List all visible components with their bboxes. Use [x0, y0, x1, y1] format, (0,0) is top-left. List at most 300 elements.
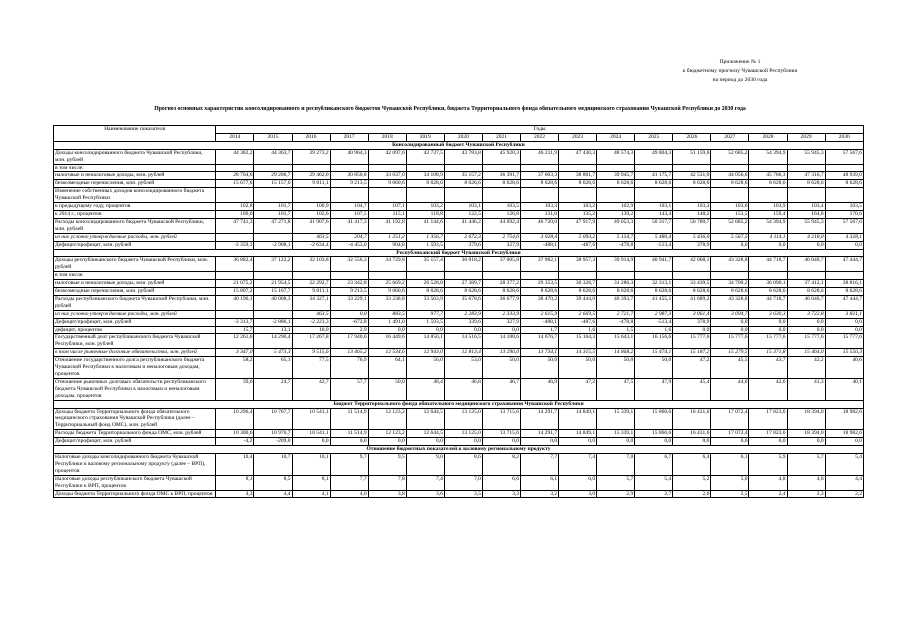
value-cell — [635, 188, 673, 203]
value-cell: 0,0 — [368, 438, 406, 446]
row-label: в том числе: — [54, 272, 216, 280]
value-cell: 8 628,6 — [825, 180, 863, 188]
value-cell: 8 628,6 — [406, 180, 444, 188]
value-cell: 8 628,6 — [559, 288, 597, 296]
value-cell: 0,0 — [749, 326, 787, 334]
row-label: безвозмездные перечисления, млн. рублей — [54, 180, 216, 188]
value-cell: 0,0 — [482, 326, 520, 334]
value-cell: 3 630,3 — [749, 310, 787, 318]
value-cell: 46 720,0 — [520, 218, 558, 233]
forecast-table — [53, 125, 864, 498]
value-cell: 4,8 — [749, 475, 787, 490]
value-cell: 39 945,7 — [597, 172, 635, 180]
value-cell: 378,9 — [673, 318, 711, 326]
value-cell: 463,5 — [292, 310, 330, 318]
value-cell: 17 823,6 — [749, 408, 787, 430]
value-cell: 35 157,4 — [406, 257, 444, 272]
value-cell: 21 075,2 — [216, 280, 254, 288]
value-cell: 17 267,8 — [292, 334, 330, 349]
value-cell: 25 669,2 — [368, 280, 406, 288]
value-cell: 6,0 — [559, 475, 597, 490]
value-cell: 15 556,3 — [825, 349, 863, 357]
value-cell: 15 860,6 — [635, 430, 673, 438]
value-cell: 2 754,6 — [482, 233, 520, 241]
value-cell: 115,1 — [368, 210, 406, 218]
value-cell — [254, 310, 292, 318]
value-cell: 36 677,9 — [482, 295, 520, 310]
value-cell: 9 213,5 — [330, 180, 368, 188]
value-cell: 44 056,6 — [711, 172, 749, 180]
value-cell: 327,9 — [482, 318, 520, 326]
value-cell: 0,0 — [597, 438, 635, 446]
value-cell: 0,0 — [787, 326, 825, 334]
value-cell: 104,7 — [330, 203, 368, 211]
value-cell: 10,7 — [254, 453, 292, 475]
section-heading: Республиканский бюджет Чувашской Республики — [54, 249, 864, 257]
value-cell — [749, 272, 787, 280]
value-cell: 15 167,7 — [254, 288, 292, 296]
value-cell: 164,8 — [787, 210, 825, 218]
value-cell: -3 359,1 — [216, 241, 254, 249]
value-cell: 34 327,1 — [292, 295, 330, 310]
header-year: 2020 — [444, 133, 482, 141]
table-row — [54, 149, 864, 164]
value-cell: 4,6 — [787, 475, 825, 490]
value-cell: 15 339,1 — [597, 408, 635, 430]
value-cell: 12 123,2 — [368, 430, 406, 438]
value-cell: 3 061,4 — [673, 310, 711, 318]
value-cell: 14 516,5 — [444, 334, 482, 349]
value-cell: 47 917,9 — [559, 218, 597, 233]
table-row — [54, 318, 864, 326]
value-cell — [673, 272, 711, 280]
value-cell: 65,1 — [254, 357, 292, 379]
value-cell: 103,5 — [482, 203, 520, 211]
value-cell — [711, 188, 749, 203]
value-cell: 17 072,4 — [711, 408, 749, 430]
value-cell: 4 218,0 — [787, 233, 825, 241]
value-cell: 50,0 — [635, 357, 673, 379]
value-cell — [406, 272, 444, 280]
value-cell: 9 811,1 — [292, 288, 330, 296]
value-cell: 39 444,0 — [559, 295, 597, 310]
table-row — [54, 188, 864, 203]
value-cell: 8,1 — [216, 475, 254, 490]
value-cell: 0,0 — [825, 438, 863, 446]
value-cell: 100,0 — [216, 210, 254, 218]
value-cell: 14 849,1 — [559, 408, 597, 430]
value-cell: 29 462,0 — [292, 172, 330, 180]
value-cell: 0,0 — [673, 326, 711, 334]
value-cell — [749, 164, 787, 172]
value-cell: 47 316,7 — [787, 172, 825, 180]
table-row — [54, 295, 864, 310]
table-row — [54, 326, 864, 334]
value-cell: 2,2 — [825, 490, 863, 498]
value-cell: 55 945,3 — [787, 149, 825, 164]
value-cell: 2,9 — [597, 490, 635, 498]
value-cell: 977,7 — [406, 310, 444, 318]
value-cell: 7,0 — [597, 453, 635, 475]
table-row — [54, 203, 864, 211]
row-label: из них условно утверждаемые расходы, млн. рублей — [54, 233, 216, 241]
value-cell: 30 328,7 — [559, 280, 597, 288]
value-cell: 49 804,3 — [635, 149, 673, 164]
row-label: к 2014 г., процентов — [54, 210, 216, 218]
value-cell: 41 907,6 — [292, 218, 330, 233]
value-cell: 9,5 — [368, 453, 406, 475]
value-cell: 378,9 — [673, 241, 711, 249]
value-cell: 77,5 — [292, 357, 330, 379]
value-cell: 16 449,6 — [368, 334, 406, 349]
value-cell: 48 574,3 — [597, 149, 635, 164]
value-cell: 42,7 — [292, 378, 330, 400]
value-cell: 100,9 — [292, 203, 330, 211]
row-label: дефицит, процентов — [54, 326, 216, 334]
row-label: Расходы бюджета Территориального фонда ОМС, млн. рублей — [54, 430, 216, 438]
value-cell: 76,9 — [330, 357, 368, 379]
value-cell: -4 453,0 — [330, 241, 368, 249]
value-cell: 0,0 — [559, 438, 597, 446]
value-cell: 0,0 — [368, 326, 406, 334]
value-cell: 13 125,0 — [444, 408, 482, 430]
row-label: Отношение рыночных долговых обязательств республиканского бюджета Чувашской Республики к налоговым и неналоговым доходам, процентов — [54, 378, 216, 400]
value-cell: 12 943,0 — [406, 349, 444, 357]
value-cell: 2 333,9 — [482, 310, 520, 318]
value-cell: 43 783,8 — [444, 149, 482, 164]
appendix-line-3: на период до 2030 года — [712, 77, 768, 83]
value-cell — [787, 272, 825, 280]
value-cell: 1 593,5 — [406, 318, 444, 326]
table-row — [54, 180, 864, 188]
value-cell: 33 439,5 — [673, 280, 711, 288]
value-cell: 47 430,3 — [559, 149, 597, 164]
value-cell: 47 444,7 — [825, 257, 863, 272]
value-cell: 13 296,0 — [482, 349, 520, 357]
table-row — [54, 172, 864, 180]
value-cell: 48,4 — [406, 378, 444, 400]
value-cell: 0,0 — [787, 241, 825, 249]
value-cell: 0,0 — [330, 438, 368, 446]
value-cell: 0,0 — [787, 318, 825, 326]
value-cell: 57,7 — [330, 378, 368, 400]
value-cell: 47,9 — [635, 378, 673, 400]
row-label: налоговые и неналоговые доходы, млн. рублей — [54, 172, 216, 180]
value-cell: 0,0 — [406, 438, 444, 446]
value-cell: 7,0 — [444, 475, 482, 490]
value-cell: 8 628,6 — [787, 180, 825, 188]
table-row — [54, 218, 864, 233]
value-cell: 3 347,0 — [216, 349, 254, 357]
value-cell: 50,0 — [520, 357, 558, 379]
value-cell: 37 005,8 — [482, 257, 520, 272]
value-cell: 7,4 — [406, 475, 444, 490]
value-cell: 52 685,2 — [711, 149, 749, 164]
row-label: Отношение государственного долга республиканского бюджета Чувашской Республики к налоговым и неналоговым доходам, процентов — [54, 357, 216, 379]
value-cell: 3,0 — [559, 490, 597, 498]
section-row — [54, 249, 864, 257]
value-cell: 36 090,1 — [749, 280, 787, 288]
header-year: 2024 — [597, 133, 635, 141]
value-cell: 7,7 — [330, 475, 368, 490]
header-year: 2030 — [825, 133, 863, 141]
value-cell: 0,0 — [292, 438, 330, 446]
value-cell: 8 628,6 — [673, 288, 711, 296]
value-cell: -2 634,4 — [292, 241, 330, 249]
value-cell: 139,2 — [597, 210, 635, 218]
value-cell: 101,7 — [254, 203, 292, 211]
header-year: 2014 — [216, 133, 254, 141]
value-cell: 0,0 — [711, 438, 749, 446]
value-cell — [254, 164, 292, 172]
value-cell: 0,0 — [749, 318, 787, 326]
table-row — [54, 475, 864, 490]
table-row — [54, 430, 864, 438]
value-cell: 0,0 — [749, 241, 787, 249]
value-cell: 29 353,5 — [520, 280, 558, 288]
value-cell: 42 068,1 — [673, 257, 711, 272]
value-cell: 8 626,6 — [444, 180, 482, 188]
value-cell: 8 628,6 — [406, 288, 444, 296]
value-cell: 45,4 — [673, 378, 711, 400]
value-cell: 15 643,1 — [597, 334, 635, 349]
value-cell: 12 644,5 — [406, 430, 444, 438]
value-cell: 16 431,6 — [673, 408, 711, 430]
row-label: из них условно утверждаемые расходы, млн. рублей — [54, 310, 216, 318]
value-cell: 0,0 — [825, 318, 863, 326]
appendix-note — [655, 58, 825, 85]
value-cell: 3,8 — [368, 490, 406, 498]
value-cell: 8 628,6 — [482, 288, 520, 296]
header-year: 2023 — [559, 133, 597, 141]
table-row — [54, 257, 864, 272]
value-cell: 54 394,9 — [749, 218, 787, 233]
value-cell: 153,5 — [711, 210, 749, 218]
row-label: Изменение собственных доходов консолидированного бюджета Чувашской Республики — [54, 188, 216, 203]
header-indicator-name: Наименование показателя — [54, 126, 216, 142]
row-label: в том числе: — [54, 164, 216, 172]
value-cell — [254, 233, 292, 241]
header-year: 2019 — [406, 133, 444, 141]
value-cell: 44 363,7 — [254, 149, 292, 164]
value-cell — [292, 164, 330, 172]
value-cell: -513,4 — [635, 241, 673, 249]
value-cell — [444, 164, 482, 172]
value-cell: 53,0 — [444, 357, 482, 379]
row-label: безвозмездные перечисления, млн. рублей — [54, 288, 216, 296]
value-cell: 1,6 — [635, 326, 673, 334]
value-cell: 5,9 — [749, 453, 787, 475]
value-cell: 40 008,3 — [254, 295, 292, 310]
value-cell: 50,0 — [482, 357, 520, 379]
value-cell: 8 628,6 — [635, 180, 673, 188]
value-cell: 4 114,1 — [749, 233, 787, 241]
value-cell: -2 886,1 — [254, 318, 292, 326]
table-row — [54, 164, 864, 172]
value-cell: 4,3 — [216, 490, 254, 498]
value-cell: 47,5 — [597, 378, 635, 400]
value-cell: 8 628,6 — [825, 288, 863, 296]
value-cell: 18 982,6 — [825, 408, 863, 430]
value-cell: 42 531,0 — [673, 172, 711, 180]
value-cell: 9,0 — [406, 453, 444, 475]
value-cell: 1 593,5 — [406, 241, 444, 249]
value-cell: 13 125,0 — [444, 430, 482, 438]
value-cell: 42,2 — [787, 357, 825, 379]
value-cell — [292, 188, 330, 203]
value-cell: 42 737,5 — [406, 149, 444, 164]
row-label: Расходы республиканского бюджета Чувашской Республики, млн. рублей — [54, 295, 216, 310]
value-cell: 8 628,6 — [749, 288, 787, 296]
value-cell — [406, 188, 444, 203]
value-cell: 8 628,6 — [520, 180, 558, 188]
value-cell: 12 123,2 — [368, 408, 406, 430]
value-cell: 0,0 — [787, 438, 825, 446]
value-cell: 148,2 — [673, 210, 711, 218]
value-cell: 6,6 — [482, 475, 520, 490]
value-cell: 54 394,9 — [749, 149, 787, 164]
value-cell: 13 715,6 — [482, 430, 520, 438]
value-cell — [520, 164, 558, 172]
value-cell — [368, 188, 406, 203]
value-cell: 36 882,4 — [216, 257, 254, 272]
value-cell: 8 628,6 — [597, 288, 635, 296]
value-cell: 0,0 — [825, 241, 863, 249]
appendix-line-2: к бюджетному прогнозу Чувашской Республики — [682, 68, 798, 74]
value-cell: 5 473,3 — [254, 349, 292, 357]
value-cell — [444, 188, 482, 203]
row-label: Доходы бюджета Территориального фонда обязательного медицинского страхования Чувашской Республики (далее – Территориальный фонд ОМС), млн. рублей — [54, 408, 216, 430]
value-cell: 2,4 — [749, 490, 787, 498]
value-cell — [597, 272, 635, 280]
row-label: к предыдущему году, процентов — [54, 203, 216, 211]
value-cell: 6,7 — [635, 453, 673, 475]
value-cell: 57 567,6 — [825, 149, 863, 164]
value-cell: 32 313,1 — [635, 280, 673, 288]
value-cell: 34 108,9 — [406, 172, 444, 180]
value-cell — [825, 272, 863, 280]
value-cell — [825, 188, 863, 203]
value-cell: 15 164,3 — [559, 334, 597, 349]
value-cell — [254, 272, 292, 280]
value-cell: 15 339,1 — [597, 430, 635, 438]
value-cell — [406, 164, 444, 172]
value-cell: 5,0 — [711, 475, 749, 490]
value-cell: 18 982,6 — [825, 430, 863, 438]
value-cell: 18 394,0 — [787, 430, 825, 438]
value-cell: 46,9 — [520, 378, 558, 400]
value-cell: 39,6 — [216, 378, 254, 400]
value-cell: 37 412,1 — [787, 280, 825, 288]
table-row — [54, 408, 864, 430]
value-cell: 38 801,7 — [559, 172, 597, 180]
value-cell: 41 689,2 — [673, 295, 711, 310]
value-cell: 17 940,6 — [330, 334, 368, 349]
value-cell: 12 644,5 — [406, 408, 444, 430]
value-cell: 15 777,6 — [825, 334, 863, 349]
value-cell: 33 037,0 — [368, 172, 406, 180]
row-label: Доходы бюджета Территориального фонда ОМС к ВРП, процентов — [54, 490, 216, 498]
value-cell: 463,5 — [292, 233, 330, 241]
value-cell — [749, 188, 787, 203]
value-cell: 26 528,8 — [406, 280, 444, 288]
value-cell: 4,1 — [292, 490, 330, 498]
value-cell: 5,7 — [787, 453, 825, 475]
row-label: налоговые и неналоговые доходы, млн. рублей — [54, 280, 216, 288]
value-cell: -513,4 — [635, 318, 673, 326]
value-cell: 40 964,3 — [330, 149, 368, 164]
value-cell: 48 939,0 — [825, 172, 863, 180]
value-cell: 3 821,1 — [825, 310, 863, 318]
value-cell: 8 628,6 — [749, 180, 787, 188]
table-row — [54, 490, 864, 498]
value-cell: 4,4 — [254, 490, 292, 498]
value-cell: 17 823,6 — [749, 430, 787, 438]
value-cell: 1 356,7 — [406, 233, 444, 241]
value-cell: 10 296,4 — [216, 408, 254, 430]
value-cell — [787, 188, 825, 203]
table-row — [54, 378, 864, 400]
value-cell: 33 238,8 — [368, 295, 406, 310]
value-cell: 41 192,8 — [368, 218, 406, 233]
appendix-line-1: Приложение № 1 — [719, 59, 761, 65]
table-row — [54, 310, 864, 318]
table-row — [54, 349, 864, 357]
value-cell: 29 206,7 — [254, 172, 292, 180]
value-cell: 170,6 — [825, 210, 863, 218]
value-cell: 0,0 — [673, 438, 711, 446]
value-cell: 40 941,7 — [635, 257, 673, 272]
value-cell — [711, 272, 749, 280]
value-cell: 2 672,3 — [444, 233, 482, 241]
row-label: Дефицит/профицит, млн. рублей — [54, 438, 216, 446]
section-heading: Бюджет Территориального фонда обязательного медицинского страхования Чувашской Республики — [54, 400, 864, 408]
value-cell: 3 028,4 — [520, 233, 558, 241]
value-cell — [216, 188, 254, 203]
value-cell: 8,6 — [444, 453, 482, 475]
value-cell: 47 444,7 — [825, 295, 863, 310]
value-cell: 46,7 — [482, 378, 520, 400]
value-cell: 45,5 — [711, 357, 749, 379]
value-cell: 46 040,7 — [787, 257, 825, 272]
value-cell — [216, 310, 254, 318]
value-cell — [368, 272, 406, 280]
value-cell: 5 567,5 — [711, 233, 749, 241]
value-cell: 14 868,2 — [597, 349, 635, 357]
value-cell: 44 718,7 — [749, 257, 787, 272]
value-cell: 45 766,3 — [749, 172, 787, 180]
value-cell: 126,8 — [482, 210, 520, 218]
row-label: Дефицит/профицит, млн. рублей — [54, 241, 216, 249]
value-cell: 15 157,0 — [254, 180, 292, 188]
value-cell: 15 777,6 — [749, 334, 787, 349]
value-cell: 103,2 — [406, 203, 444, 211]
value-cell: 2,7 — [635, 490, 673, 498]
section-row — [54, 141, 864, 149]
value-cell: 32 556,3 — [330, 257, 368, 272]
value-cell: 8 628,6 — [711, 288, 749, 296]
value-cell: 43,7 — [749, 357, 787, 379]
value-cell: 10 976,7 — [254, 430, 292, 438]
value-cell: 2,5 — [711, 490, 749, 498]
value-cell: 5 154,7 — [597, 233, 635, 241]
value-cell: 37 122,2 — [254, 257, 292, 272]
value-cell: 14 676,7 — [520, 334, 558, 349]
value-cell: 21 954,5 — [254, 280, 292, 288]
value-cell: 39 914,9 — [597, 257, 635, 272]
value-cell: 50,0 — [559, 357, 597, 379]
value-cell: 3,2 — [520, 490, 558, 498]
